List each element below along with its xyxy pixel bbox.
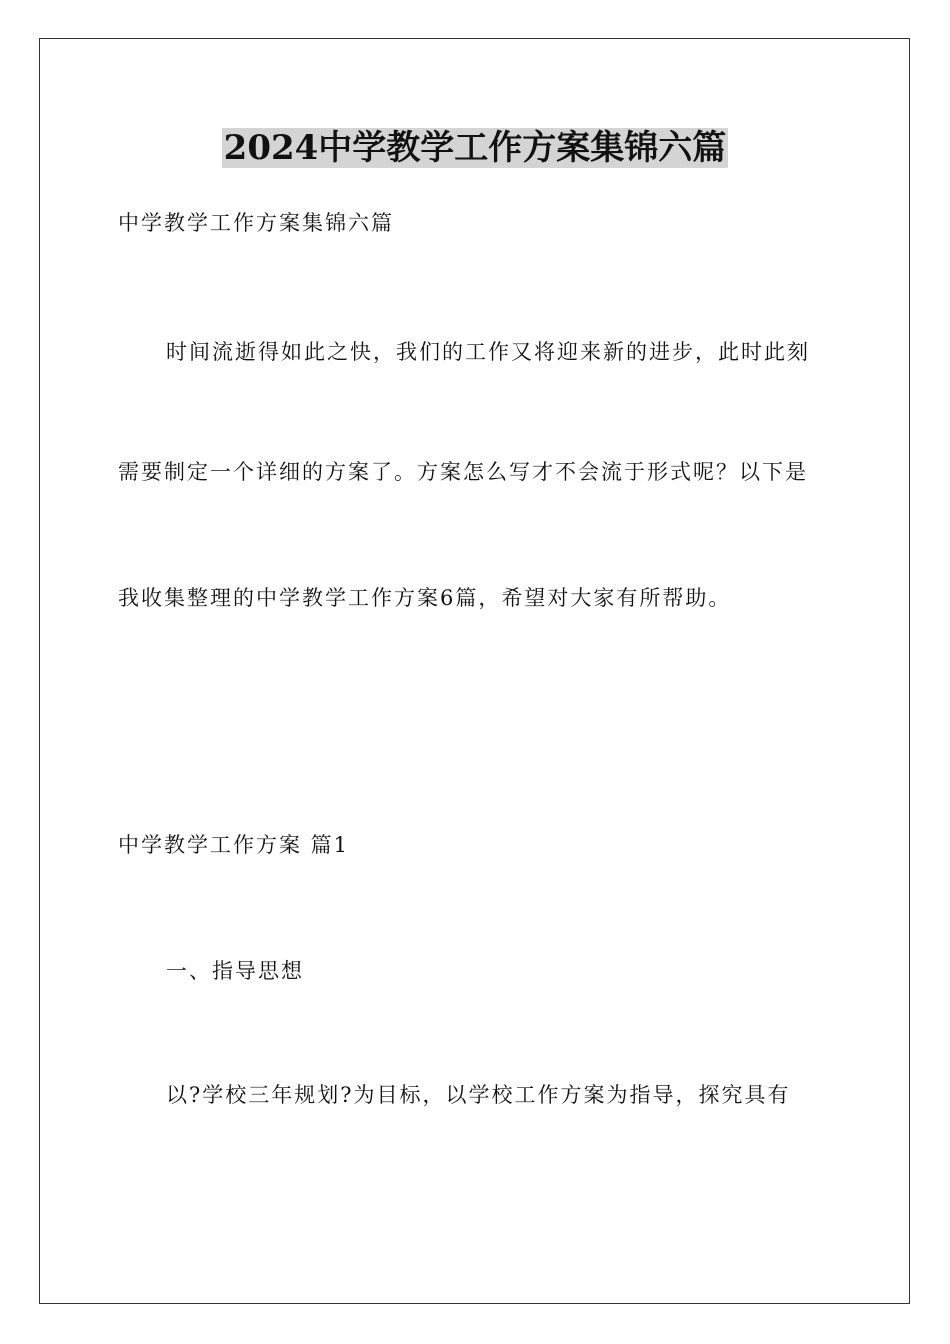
intro-line-1: 时间流逝得如此之快，我们的工作又将迎来新的进步，此时此刻: [166, 340, 810, 364]
section-heading: 中学教学工作方案 篇1: [118, 833, 350, 857]
body-line: 以?学校三年规划?为目标，以学校工作方案为指导，探究具有: [166, 1083, 791, 1107]
subsection-heading: 一、指导思想: [166, 959, 304, 983]
document-title: [0, 126, 950, 170]
document-title-text: 2024中学教学工作方案集锦六篇: [223, 128, 727, 168]
intro-line-2: 需要制定一个详细的方案了。方案怎么写才不会流于形式呢？以下是: [118, 460, 808, 484]
intro-line-3: 我收集整理的中学教学工作方案6篇，希望对大家有所帮助。: [118, 586, 732, 610]
document-subtitle: 中学教学工作方案集锦六篇: [118, 211, 394, 235]
